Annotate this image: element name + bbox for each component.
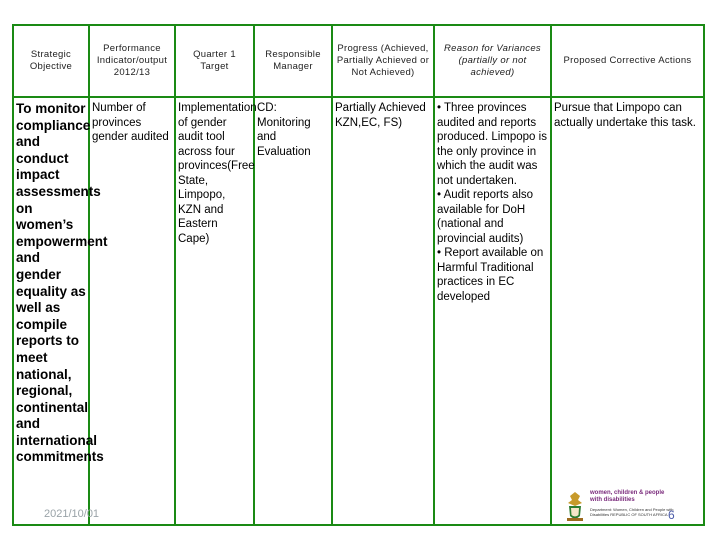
variance-item: • Audit reports also available for DoH (national and provincial audits)	[437, 189, 534, 245]
department-logo	[564, 490, 674, 524]
cell-strategic-objective	[13, 97, 108, 525]
performance-report-table	[12, 24, 705, 526]
cell-responsible-manager	[254, 97, 332, 525]
strategic-objective-text: To monitor compliance and conduct impact assessments on women’s empowerment and gender equality as well as compile reports to meet national, regional, continental and international commitments	[16, 101, 108, 465]
brand-text: women, children & people with disabilities	[590, 490, 665, 503]
header-quarter-target: Quarter 1 Target	[175, 25, 254, 97]
responsible-manager-text: CD: Monitoring and Evaluation	[257, 102, 311, 158]
page-number: 6	[668, 508, 675, 522]
variance-list	[437, 98, 548, 304]
department-text: Department: Women, Children and People with Disabilities REPUBLIC OF SOUTH AFRICA	[590, 507, 674, 517]
cell-progress	[332, 97, 434, 525]
cell-reason-for-variances	[434, 97, 551, 525]
header-responsible-manager: Responsible Manager	[254, 25, 332, 97]
variance-item: • Report available on Harmful Traditional practices in EC developed	[437, 247, 544, 303]
header-performance-indicator: Performance Indicator/output 2012/13	[89, 25, 175, 97]
coat-of-arms-icon	[564, 490, 586, 524]
table-header-row	[13, 25, 704, 97]
header-corrective-actions: Proposed Corrective Actions	[551, 25, 704, 97]
header-strategic-objective: Strategic Objective	[13, 25, 89, 97]
progress-text: Partially Achieved KZN,EC, FS)	[335, 102, 426, 129]
footer-date: 2021/10/01	[44, 508, 100, 520]
cell-corrective-actions	[551, 97, 704, 525]
performance-indicator-text: Number of provinces gender audited	[92, 102, 169, 143]
quarter-target-text: Implementation of gender audit tool across four provinces(Free State, Limpopo, KZN and Eastern Cape)	[178, 102, 257, 245]
header-reason-for-variances: Reason for Variances (partially or not achieved)	[434, 25, 551, 97]
header-progress: Progress (Achieved, Partially Achieved or Not Achieved)	[332, 25, 434, 97]
table-row	[13, 97, 704, 525]
corrective-actions-text: Pursue that Limpopo can actually undertake this task.	[554, 102, 696, 129]
variance-item: • Three provinces audited and reports produced. Limpopo is the only province in which the audit was not undertaken.	[437, 102, 547, 187]
cell-quarter-target	[175, 97, 257, 525]
